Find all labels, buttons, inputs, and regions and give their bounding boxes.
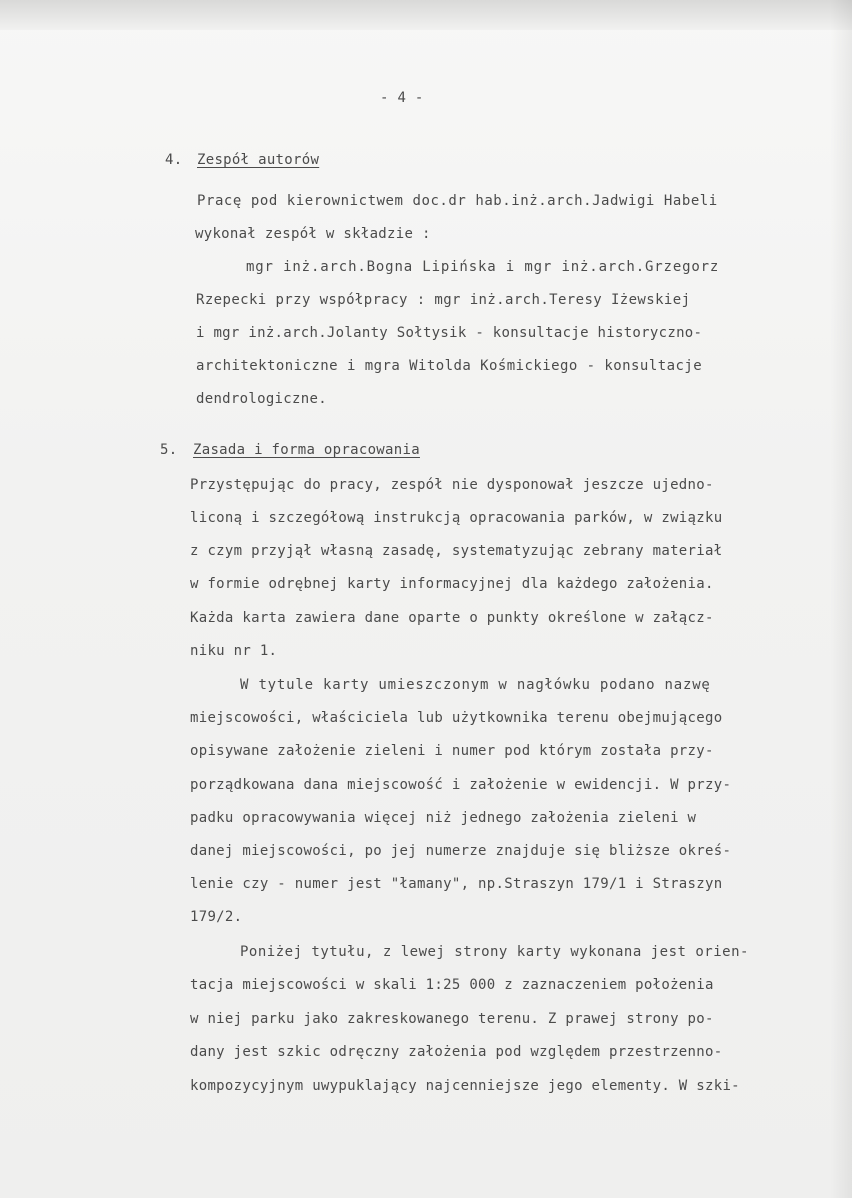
- section-5-line: liconą i szczegółową instrukcją opracowania parków, w związku: [190, 510, 723, 526]
- section-4-line: Rzepecki przy współpracy : mgr inż.arch.Teresy Iżewskiej: [196, 292, 691, 308]
- section-5-line: lenie czy - numer jest "łamany", np.Straszyn 179/1 i Straszyn: [190, 876, 723, 892]
- section-5-line: Poniżej tytułu, z lewej strony karty wykonana jest orien-: [240, 944, 749, 960]
- section-5-number: 5.: [160, 442, 178, 458]
- section-5-line: Każda karta zawiera dane oparte o punkty określone w załącz-: [190, 610, 714, 626]
- section-5-line: w niej parku jako zakreskowanego terenu. Z prawej strony po-: [190, 1011, 714, 1027]
- page-number: - 4 -: [380, 90, 424, 106]
- section-5-line: danej miejscowości, po jej numerze znajduje się bliższe okreś-: [190, 843, 732, 859]
- section-5-line: opisywane założenie zieleni i numer pod którym została przy-: [190, 743, 714, 759]
- section-5-line: W tytule karty umieszczonym w nagłówku podano nazwę: [240, 677, 711, 693]
- section-5-line: porządkowana dana miejscowość i założenie w ewidencji. W przy-: [190, 777, 732, 793]
- section-4-line: wykonał zespół w składzie :: [195, 226, 431, 242]
- section-5-line: Przystępując do pracy, zespół nie dysponował jeszcze ujedno-: [190, 477, 714, 493]
- section-5-line: dany jest szkic odręczny założenia pod względem przestrzenno-: [190, 1044, 723, 1060]
- section-4-number: 4.: [165, 152, 183, 168]
- section-5-line: z czym przyjął własną zasadę, systematyzując zebrany materiał: [190, 543, 723, 559]
- section-5-line: kompozycyjnym uwypuklający najcenniejsze jego elementy. W szki-: [190, 1078, 740, 1094]
- section-4-line: dendrologiczne.: [196, 391, 327, 407]
- section-5-line: tacja miejscowości w skali 1:25 000 z zaznaczeniem położenia: [190, 977, 714, 993]
- section-5-title: Zasada i forma opracowania: [193, 442, 420, 458]
- section-4-line: mgr inż.arch.Bogna Lipińska i mgr inż.arch.Grzegorz: [246, 259, 720, 275]
- section-4-line: Pracę pod kierownictwem doc.dr hab.inż.arch.Jadwigi Habeli: [197, 193, 718, 209]
- section-4-line: i mgr inż.arch.Jolanty Sołtysik - konsultacje historyczno-: [196, 325, 703, 341]
- section-5-line: niku nr 1.: [190, 643, 278, 659]
- section-4-title: Zespół autorów: [197, 152, 320, 168]
- section-4-line: architektoniczne i mgra Witolda Kośmickiego - konsultacje: [196, 358, 703, 374]
- section-5-line: miejscowości, właściciela lub użytkownika terenu obejmującego: [190, 710, 723, 726]
- section-5-line: 179/2.: [190, 909, 243, 925]
- section-5-line: padku opracowywania więcej niż jednego założenia zieleni w: [190, 810, 697, 826]
- section-5-line: w formie odrębnej karty informacyjnej dla każdego założenia.: [190, 576, 714, 592]
